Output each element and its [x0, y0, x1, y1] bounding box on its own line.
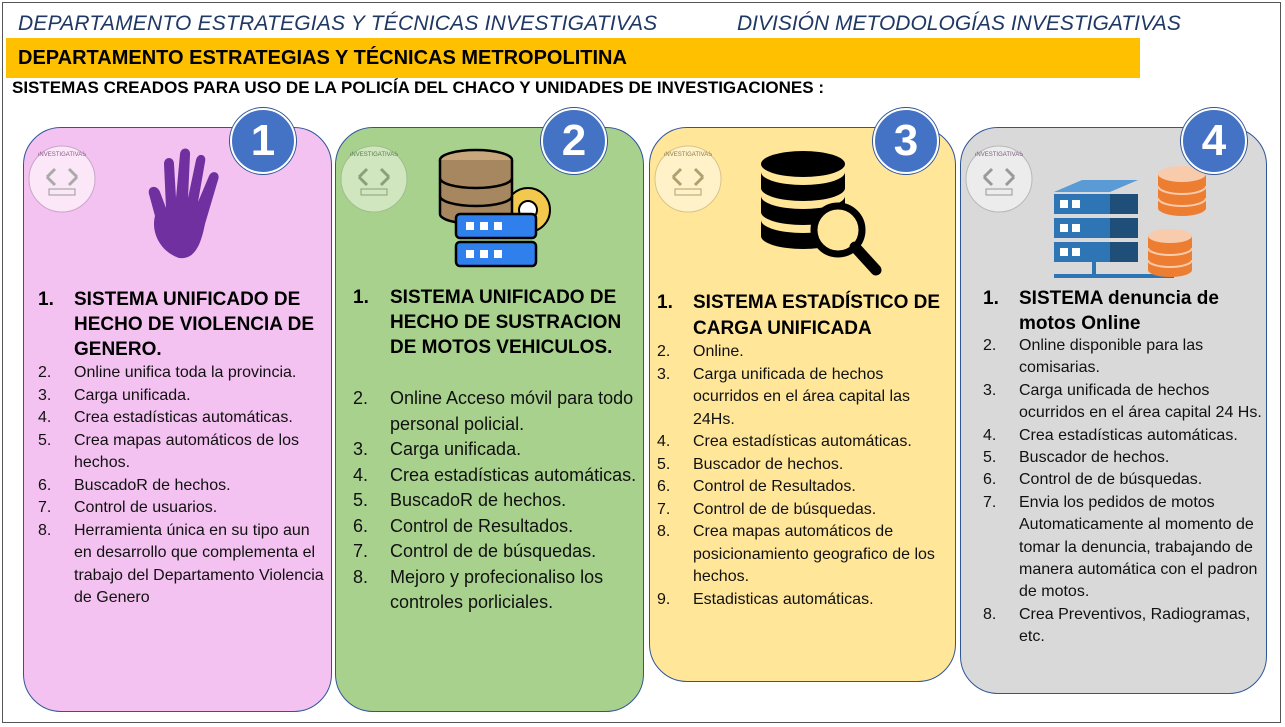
database-server-gear-icon: [436, 148, 556, 273]
department-banner-text: DEPARTAMENTO ESTRATEGIAS Y TÉCNICAS METROPOLITINA: [18, 47, 627, 69]
methodology-seal-icon: [964, 144, 1034, 214]
list-item: 6. Control de de búsquedas.: [983, 471, 1203, 489]
list-item: 8. Crea mapas automáticos de posicionamiento geografico de los hechos.: [657, 523, 935, 585]
list-item: 2. Online disponible para las comisarias.: [983, 337, 1204, 377]
card-1-title-text: SISTEMA UNIFICADO DE HECHO DE VIOLENCIA DE GENERO.: [74, 289, 314, 360]
list-item: 7. Envia los pedidos de motos Automaticamente al momento de tomar la denuncia, trabajando de manera automática con el padron de motos.: [983, 493, 1258, 601]
list-item: 7. Control de de búsquedas.: [353, 541, 597, 561]
list-item: 5. Buscador de hechos.: [657, 455, 844, 473]
card-3-title-text: SISTEMA ESTADÍSTICO DE CARGA UNIFICADA: [693, 292, 941, 339]
methodology-seal-icon: [27, 144, 97, 214]
list-item: 4. Crea estadísticas automáticas.: [657, 433, 912, 450]
card-1-title-number: 1.: [38, 289, 54, 310]
list-item: 3. Carga unificada de hechos ocurridos en el área capital las 24Hs.: [657, 365, 911, 428]
badge-4: 4: [1181, 108, 1247, 174]
list-item: 3. Carga unificada.: [353, 439, 522, 459]
card-3-title: [657, 290, 947, 342]
svg-text:INVESTIGATIVAS: INVESTIGATIVAS: [37, 152, 87, 158]
svg-text:INVESTIGATIVAS: INVESTIGATIVAS: [663, 152, 713, 158]
list-item: 8. Herramienta única en su tipo aun en desarrollo que complementa el trabajo del Departamento Violencia de Genero: [38, 521, 324, 606]
division-heading: DIVISIÓN METODOLOGÍAS INVESTIGATIVAS: [737, 12, 1181, 35]
list-item: 8. Mejoro y profecionaliso los controles porliciales.: [353, 566, 604, 612]
list-item: 5. Crea mapas automáticos de los hechos.: [38, 431, 299, 471]
card-2-title-text: SISTEMA UNIFICADO DE HECHO DE SUSTRACION DE MOTOS VEHICULOS.: [390, 287, 622, 358]
purple-hand-icon: [139, 146, 239, 266]
list-item: 2. Online.: [657, 343, 744, 360]
svg-text:INVESTIGATIVAS: INVESTIGATIVAS: [974, 152, 1024, 158]
list-item: 5. Buscador de hechos.: [983, 449, 1170, 467]
list-item: 4. Crea estadísticas automáticas.: [38, 409, 293, 426]
card-2-title-number: 1.: [353, 287, 369, 308]
list-item: 7. Control de usuarios.: [38, 499, 218, 516]
card-3-title-number: 1.: [657, 292, 673, 313]
card-4-title: [983, 286, 1258, 336]
card-2-title: [353, 285, 643, 360]
department-heading: DEPARTAMENTO ESTRATEGIAS Y TÉCNICAS INVESTIGATIVAS: [18, 12, 658, 35]
badge-1: 1: [230, 108, 296, 174]
list-item: 9. Estadisticas automáticas.: [657, 590, 874, 608]
database-search-icon: [758, 148, 883, 278]
svg-text:INVESTIGATIVAS: INVESTIGATIVAS: [349, 152, 399, 158]
card-4-title-number: 1.: [983, 288, 999, 309]
badge-3: 3: [873, 108, 939, 174]
list-item: 5. BuscadoR de hechos.: [353, 490, 567, 510]
systems-subtitle: SISTEMAS CREADOS PARA USO DE LA POLICÍA DEL CHACO Y UNIDADES DE INVESTIGACIONES :: [12, 78, 824, 97]
list-item: 3. Carga unificada de hechos ocurridos en el área capital 24 Hs.: [983, 381, 1262, 422]
list-item: 6. Control de Resultados.: [657, 478, 856, 495]
list-item: 4. Crea estadísticas automáticas.: [983, 426, 1238, 444]
card-2-list: [353, 386, 643, 616]
badge-2: 2: [541, 108, 607, 174]
server-databases-icon: [1046, 164, 1211, 289]
list-item: 3. Carga unificada.: [38, 386, 191, 404]
list-item: 7. Control de de búsquedas.: [657, 500, 877, 518]
card-1-list: [38, 362, 328, 610]
card-3-list: [657, 341, 947, 611]
department-banner: [6, 38, 1140, 78]
list-item: 6. BuscadoR de hechos.: [38, 476, 231, 494]
list-item: 4. Crea estadísticas automáticas.: [353, 464, 637, 485]
card-4-list: [983, 335, 1266, 649]
list-item: 2. Online unifica toda la provincia.: [38, 364, 297, 381]
list-item: 8. Crea Preventivos, Radiogramas, etc.: [983, 605, 1251, 646]
methodology-seal-icon: [339, 144, 409, 214]
list-item: 6. Control de Resultados.: [353, 515, 574, 536]
methodology-seal-icon: [653, 144, 723, 214]
card-1-title: [38, 287, 328, 362]
card-4-title-text: SISTEMA denuncia de motos Online: [1019, 288, 1219, 334]
list-item: 2. Online Acceso móvil para todo personal policial.: [353, 388, 634, 434]
